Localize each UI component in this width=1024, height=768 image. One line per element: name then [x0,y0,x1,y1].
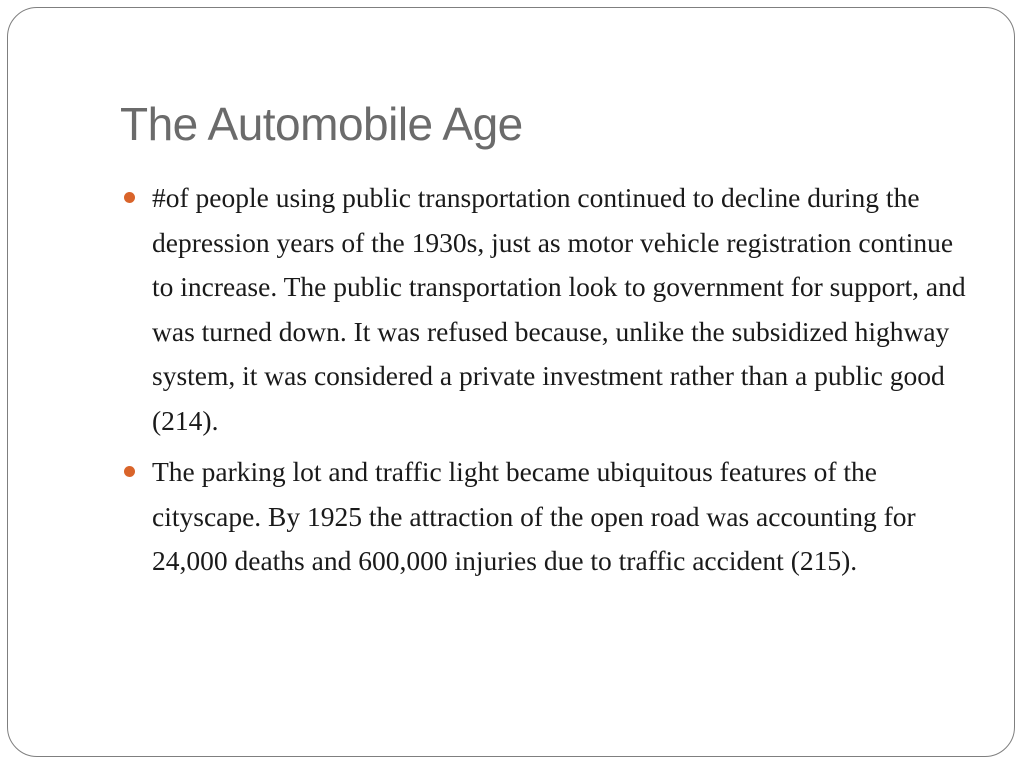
bullet-dot-icon [124,192,135,203]
bullet-item [120,450,970,584]
slide-title: The Automobile Age [120,98,523,150]
bullet-text: #of people using public transportation continued to decline during the depression years of the 1930s, just as motor vehicle registration continue to increase. The public transportation look to government for support, and was turned down. It was refused because, unlike the subsidized highway system, it was considered a private investment rather than a public good (214). [152,182,966,436]
bullet-dot-icon [124,466,135,477]
slide-frame [7,7,1015,757]
bullet-list [120,176,970,591]
bullet-item [120,176,970,443]
bullet-text: The parking lot and traffic light became ubiquitous features of the cityscape. By 1925 the attraction of the open road was accounting for 24,000 deaths and 600,000 injuries due to traffic accident (215). [152,456,916,576]
